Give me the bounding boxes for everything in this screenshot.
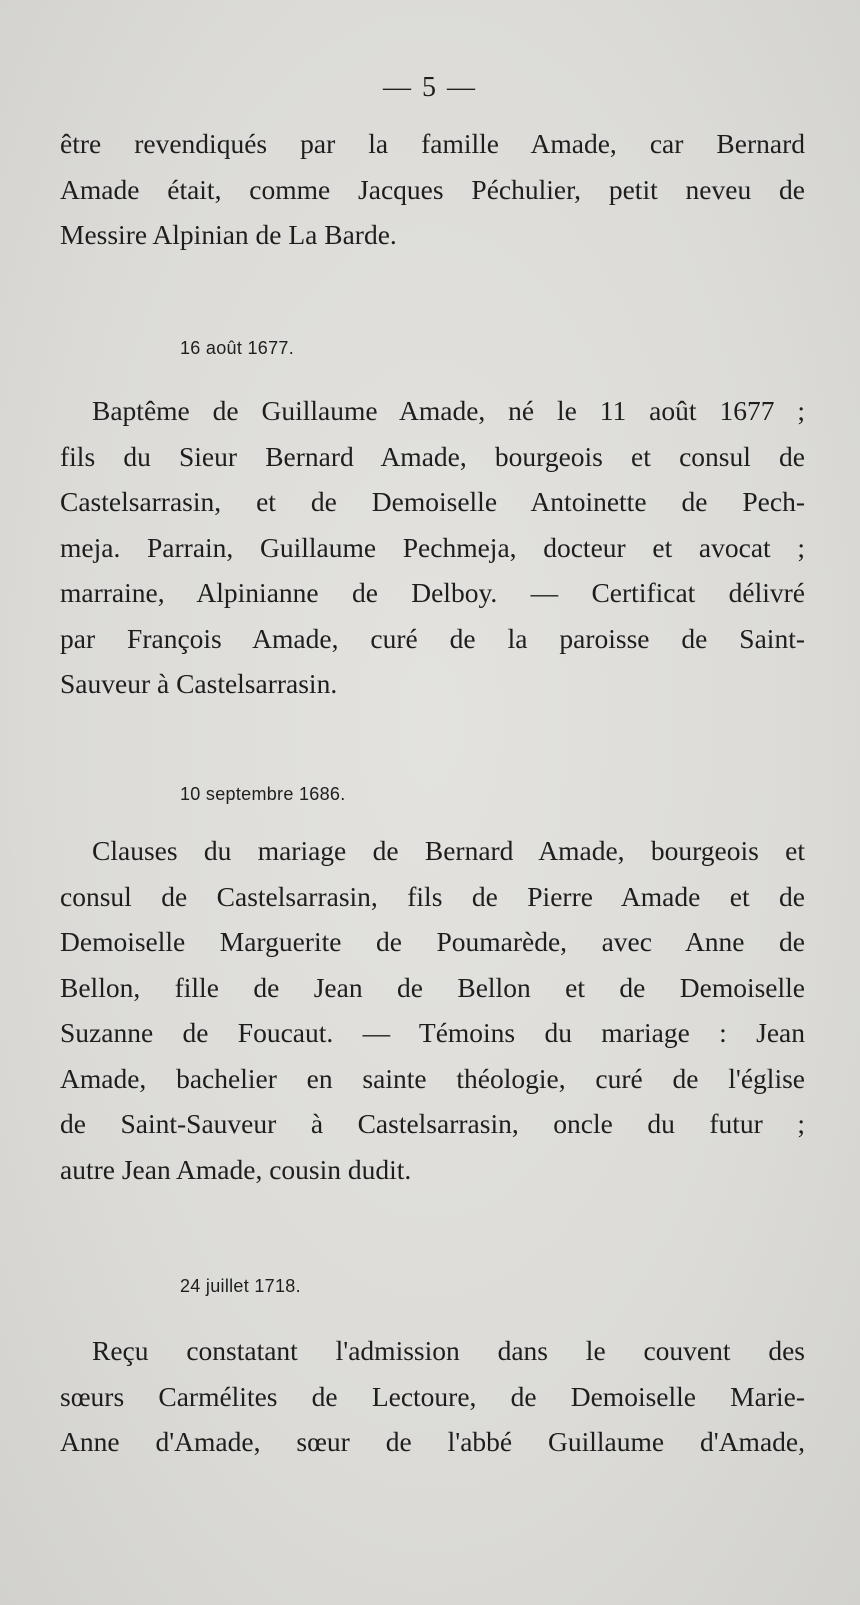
entry-line: Reçu constatant l'admission dans le couvent des bbox=[92, 1335, 805, 1366]
entry-line: fils du Sieur Bernard Amade, bourgeois et consul de bbox=[60, 440, 805, 472]
intro-line: Messire Alpinian de La Barde. bbox=[60, 219, 397, 250]
entry-line: Castelsarrasin, et de Demoiselle Antoinette de Pech- bbox=[60, 486, 805, 517]
entry-date: 16 août 1677. bbox=[180, 338, 295, 358]
entry-line: Demoiselle Marguerite de Poumarède, avec Anne de bbox=[60, 926, 805, 957]
entry-paragraph bbox=[60, 1328, 805, 1465]
entry-line: par François Amade, curé de la paroisse de Saint- bbox=[60, 622, 805, 654]
entry-line: Anne d'Amade, sœur de l'abbé Guillaume d'Amade, bbox=[60, 1426, 805, 1457]
intro-paragraph bbox=[60, 121, 805, 258]
entry-line: Amade, bachelier en sainte théologie, curé de l'église bbox=[60, 1062, 805, 1094]
entry-line: Suzanne de Foucaut. — Témoins du mariage : Jean bbox=[60, 1017, 805, 1048]
entry-line: meja. Parrain, Guillaume Pechmeja, docteur et avocat ; bbox=[60, 531, 805, 563]
entry-date: 10 septembre 1686. bbox=[180, 784, 346, 804]
intro-line: être revendiqués par la famille Amade, car Bernard bbox=[60, 128, 805, 159]
entry-line: Clauses du mariage de Bernard Amade, bourgeois et bbox=[92, 835, 805, 866]
entry-line: marraine, Alpinianne de Delboy. — Certificat délivré bbox=[60, 577, 805, 608]
entry-line: Sauveur à Castelsarrasin. bbox=[60, 668, 338, 699]
entry-date: 24 juillet 1718. bbox=[180, 1276, 301, 1296]
entry-line: autre Jean Amade, cousin dudit. bbox=[60, 1153, 412, 1185]
entry-paragraph bbox=[60, 828, 805, 1192]
page-number: — 5 — bbox=[383, 72, 477, 103]
entry-line: consul de Castelsarrasin, fils de Pierre Amade et de bbox=[60, 880, 805, 912]
entry-line: Baptême de Guillaume Amade, né le 11 août 1677 ; bbox=[92, 395, 805, 426]
entry-line: de Saint-Sauveur à Castelsarrasin, oncle du futur ; bbox=[60, 1108, 805, 1139]
intro-line: Amade était, comme Jacques Péchulier, petit neveu de bbox=[60, 173, 805, 205]
entry-paragraph bbox=[60, 388, 805, 707]
entry-line: Bellon, fille de Jean de Bellon et de Demoiselle bbox=[60, 971, 805, 1003]
entry-line: sœurs Carmélites de Lectoure, de Demoiselle Marie- bbox=[60, 1380, 805, 1412]
